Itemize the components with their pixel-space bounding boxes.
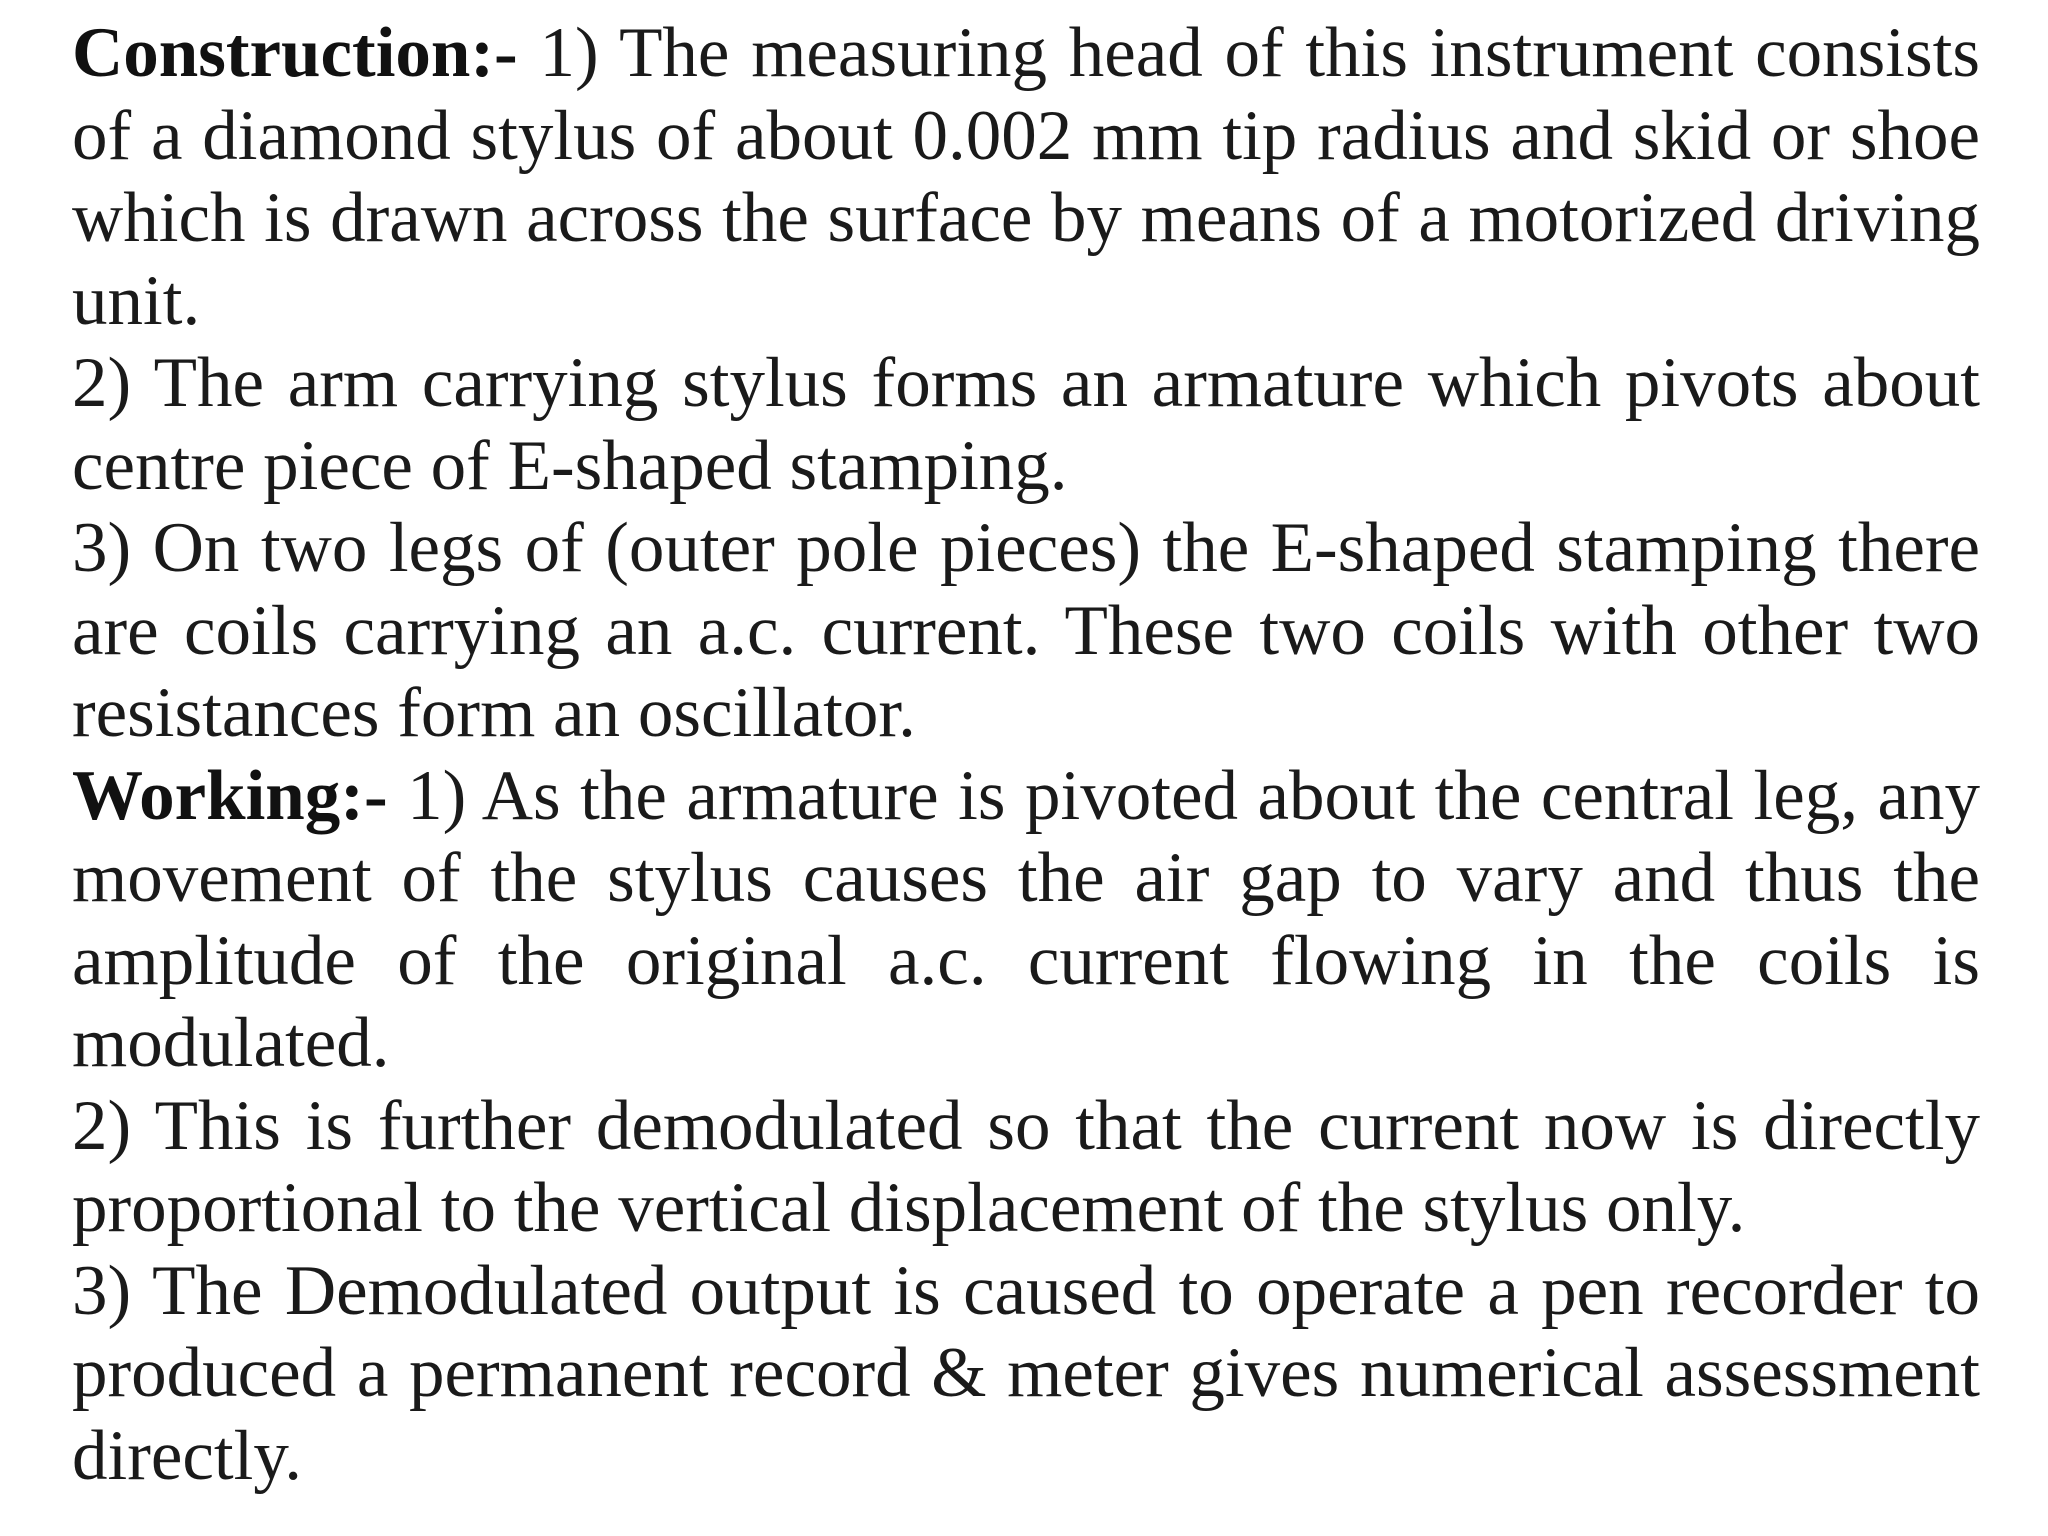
- document-page: [72, 12, 1980, 1497]
- construction-point-3: 3) On two legs of (outer pole pieces) the E-shaped stamping there are coils carrying an a.c. current. These two coils with other two resistances form an oscillator.: [72, 509, 1980, 752]
- working-point-1-text: 1) As the armature is pivoted about the central leg, any movement of the stylus causes the air gap to vary and thus the amplitude of the original a.c. current flowing in the coils is modulated.: [72, 756, 1980, 1082]
- working-point-1: [72, 755, 1980, 1085]
- construction-heading: Construction:-: [72, 14, 518, 92]
- construction-point-2: 2) The arm carrying stylus forms an armature which pivots about centre piece of E-shaped stamping.: [72, 344, 1980, 505]
- construction-point-1: [72, 12, 1980, 342]
- working-heading: Working:-: [72, 756, 388, 835]
- working-point-3: 3) The Demodulated output is caused to operate a pen recorder to produced a permanent record & meter gives numerical assessment directly.: [72, 1251, 1980, 1495]
- working-point-2: 2) This is further demodulated so that the current now is directly proportional to the vertical displacement of the stylus only.: [72, 1086, 1980, 1247]
- construction-point-1-text: 1) The measuring head of this instrument consists of a diamond stylus of about 0.002 mm tip radius and skid or shoe which is drawn across the surface by means of a motorized driving unit.: [72, 14, 1980, 340]
